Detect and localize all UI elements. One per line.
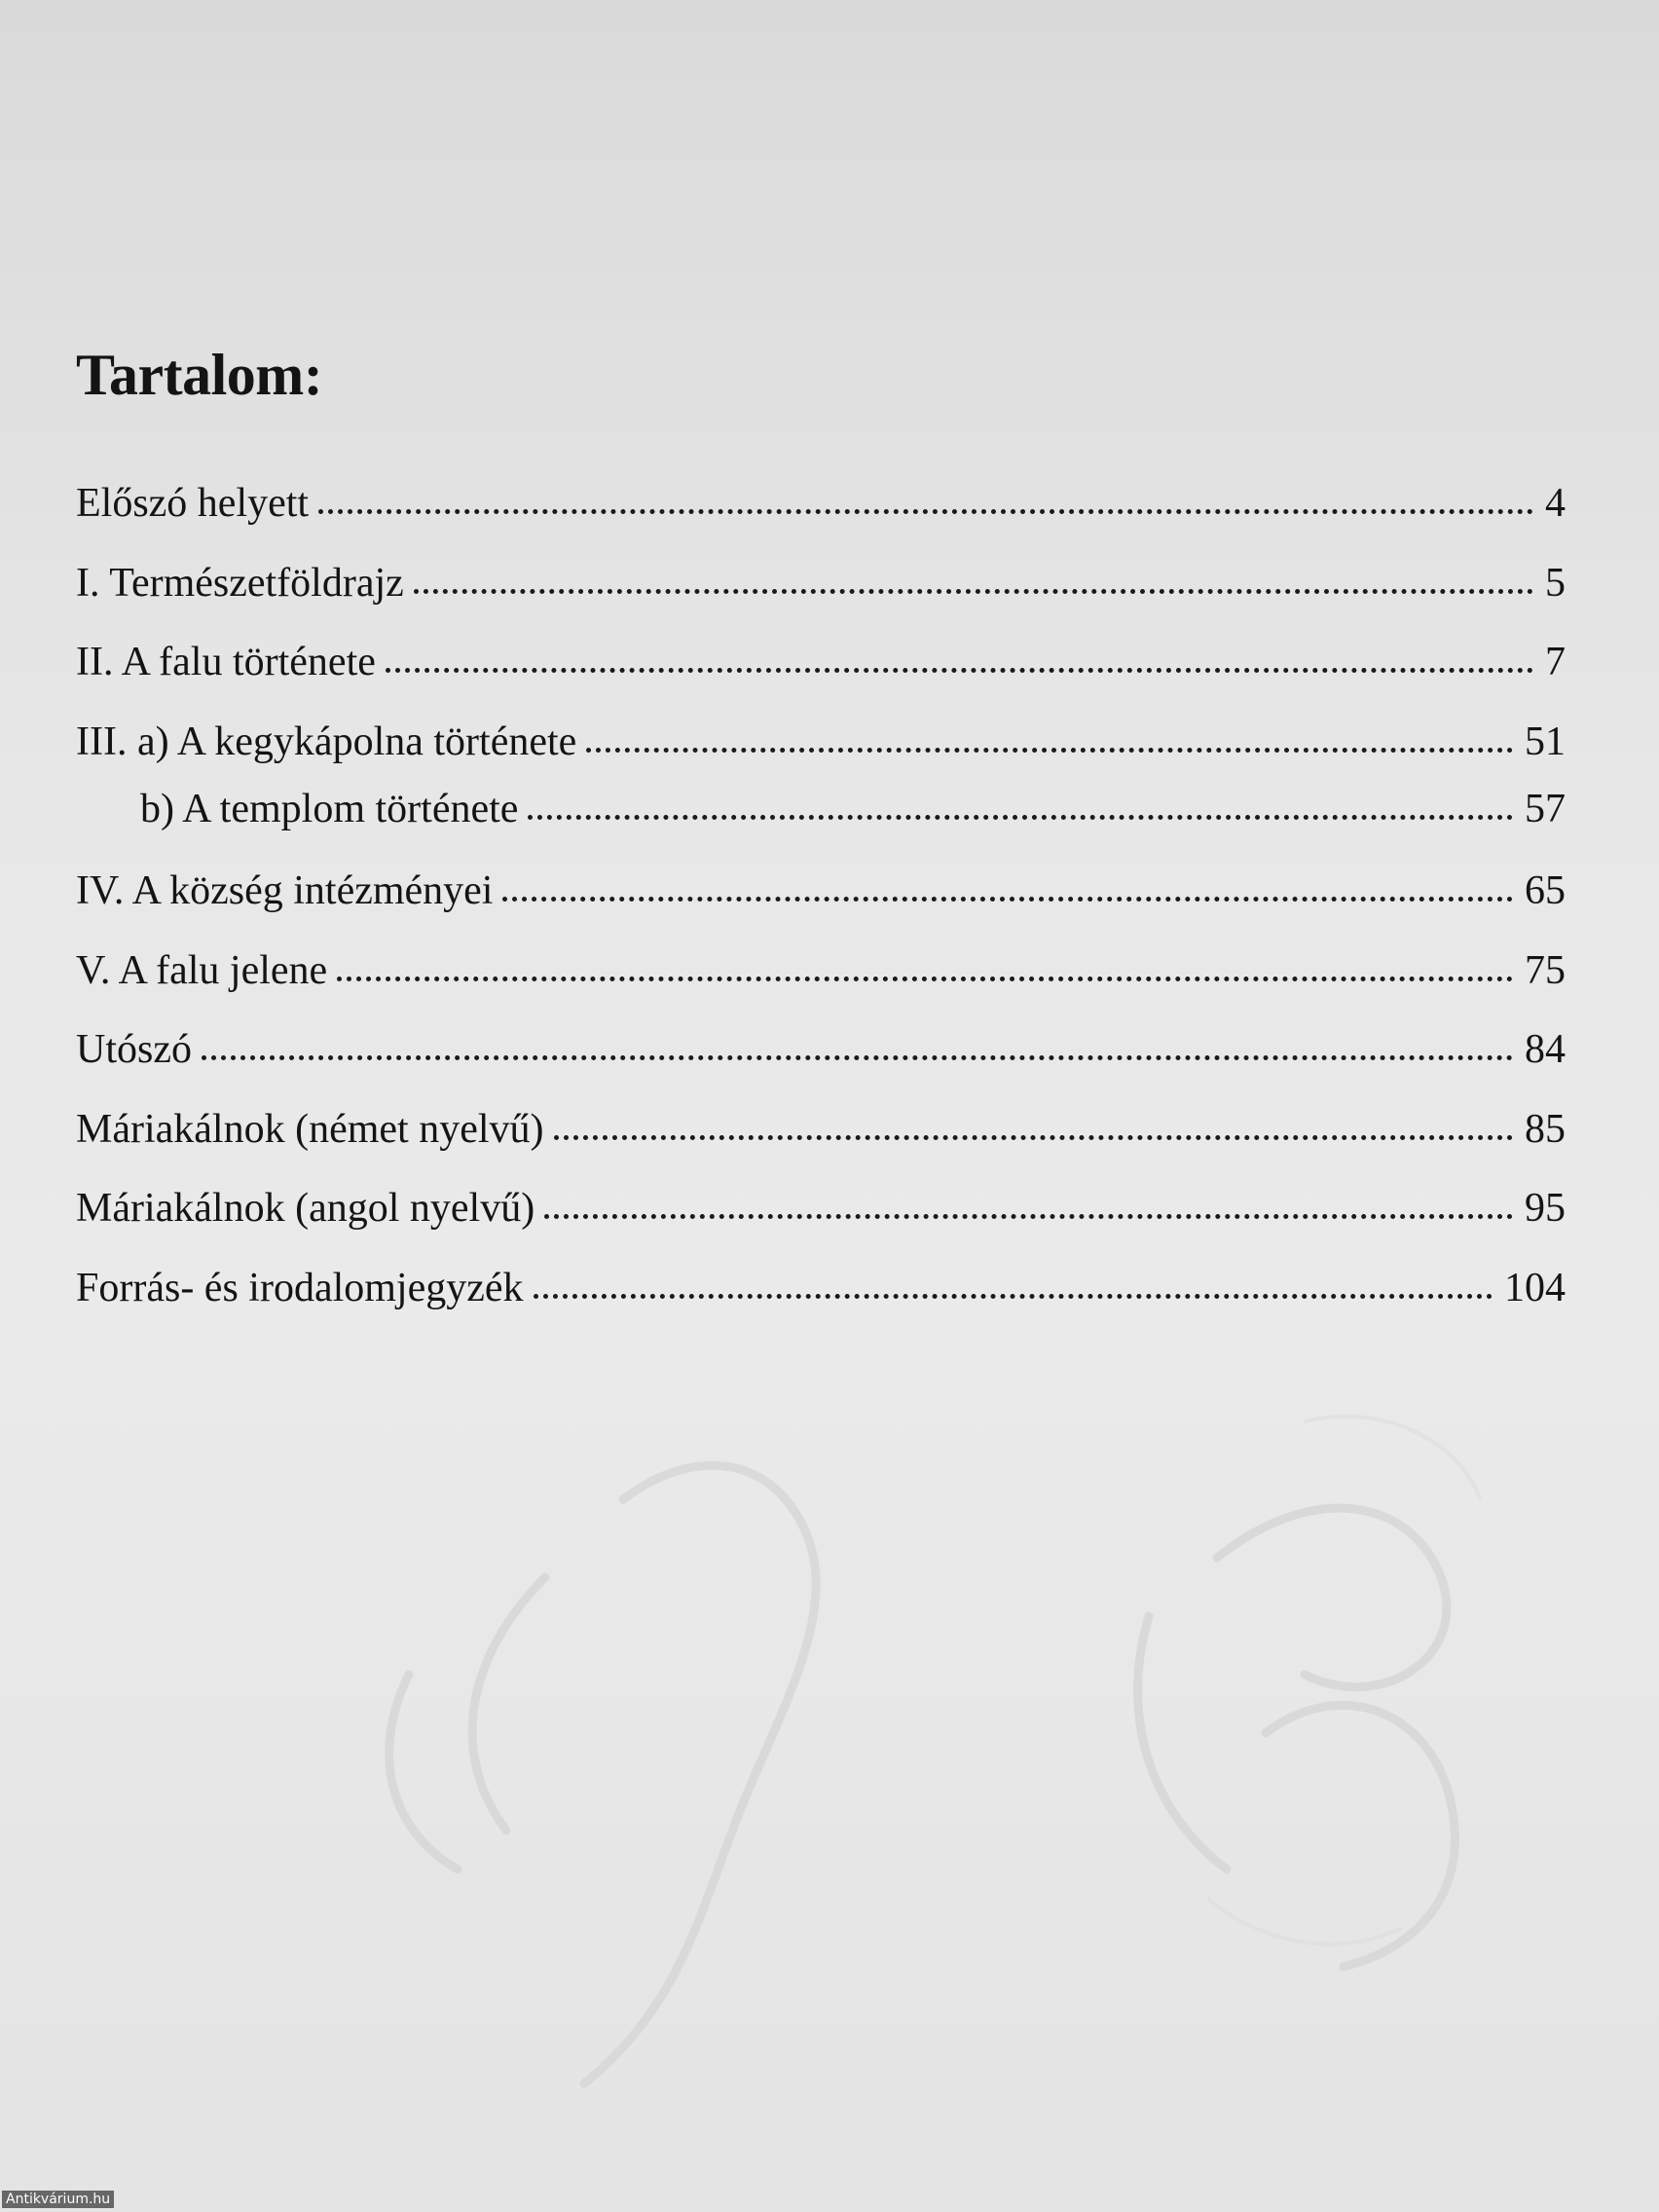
toc-dot-leader xyxy=(386,668,1533,673)
toc-entry xyxy=(76,1029,1566,1109)
toc-entry-label: V. A falu jelene xyxy=(76,947,328,993)
toc-entry-label: Máriakálnok (német nyelvű) xyxy=(76,1106,544,1152)
toc-entry-page: 51 xyxy=(1525,719,1566,764)
toc-entry-page: 104 xyxy=(1504,1265,1566,1310)
toc-entry-page: 4 xyxy=(1545,481,1566,526)
toc-entry-page: 75 xyxy=(1525,947,1566,993)
toc-dot-leader xyxy=(528,815,1513,820)
toc-entry xyxy=(76,560,1566,643)
toc-dot-leader xyxy=(586,748,1513,753)
toc-entry xyxy=(76,1265,1566,1347)
toc-entry-page: 57 xyxy=(1525,787,1566,831)
toc-dot-leader xyxy=(544,1214,1513,1219)
table-of-contents xyxy=(76,331,1566,1346)
toc-dot-leader xyxy=(202,1055,1513,1060)
toc-entry-page: 7 xyxy=(1545,640,1566,684)
toc-entry-page: 5 xyxy=(1545,560,1566,606)
toc-subentry xyxy=(76,789,1566,857)
toc-entry-page: 95 xyxy=(1525,1186,1566,1231)
toc-heading: Tartalom: xyxy=(76,343,323,407)
toc-entry-label: Máriakálnok (angol nyelvű) xyxy=(76,1186,535,1231)
toc-entry xyxy=(76,1106,1566,1189)
toc-entry xyxy=(76,483,1566,563)
toc-entry-label: IV. A község intézményei xyxy=(76,868,494,913)
source-watermark: Antikvárium.hu xyxy=(2,2191,114,2208)
toc-dot-leader xyxy=(414,589,1533,594)
toc-dot-leader xyxy=(318,509,1533,514)
toc-entry xyxy=(76,1188,1566,1268)
toc-list xyxy=(76,483,1566,1346)
toc-entry-label: III. a) A kegykápolna története xyxy=(76,719,577,764)
toc-entry-page: 85 xyxy=(1525,1106,1566,1152)
toc-entry-label: Előszó helyett xyxy=(76,481,310,526)
toc-dot-leader xyxy=(534,1294,1493,1299)
toc-entry-label: Utószó xyxy=(76,1027,192,1072)
toc-entry-label: II. A falu története xyxy=(76,640,376,684)
toc-entry-label: Forrás- és irodalomjegyzék xyxy=(76,1265,524,1310)
toc-entry-label: b) A templom története xyxy=(140,787,519,831)
toc-entry-page: 84 xyxy=(1525,1027,1566,1072)
toc-entry xyxy=(76,642,1566,721)
toc-entry-page: 65 xyxy=(1525,868,1566,913)
toc-dot-leader xyxy=(502,897,1513,902)
toc-entry xyxy=(76,947,1566,1030)
toc-entry-label: I. Természetföldrajz xyxy=(76,560,404,606)
toc-entry xyxy=(76,870,1566,950)
toc-dot-leader xyxy=(337,977,1513,981)
toc-dot-leader xyxy=(554,1135,1514,1140)
